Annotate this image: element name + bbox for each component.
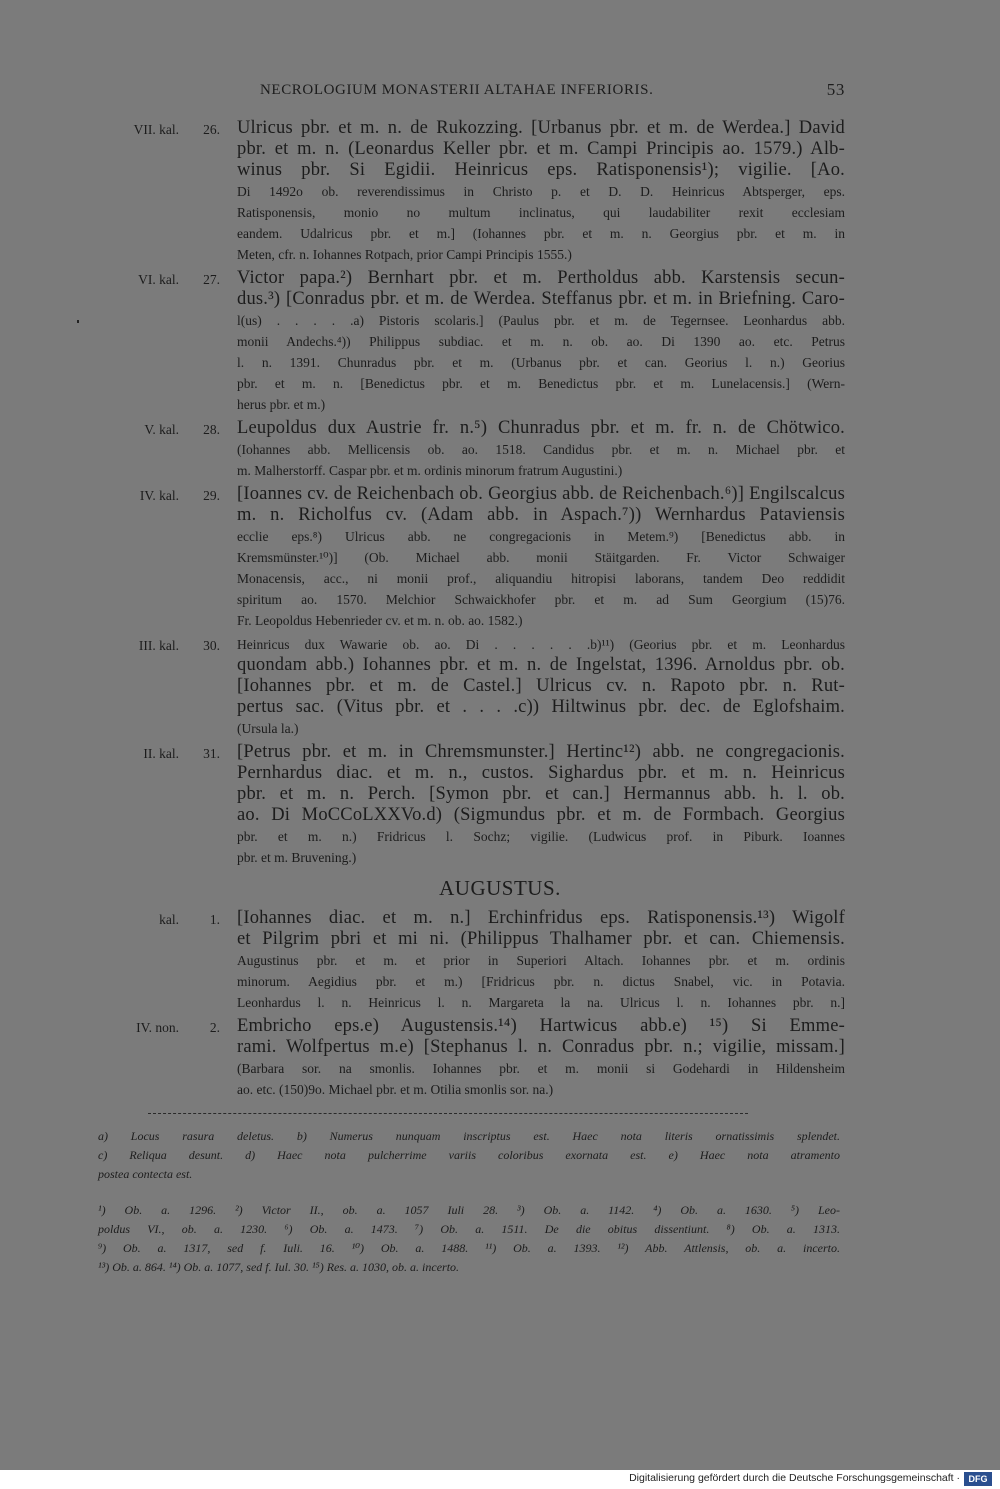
entry-text-line: [Petrus pbr. et m. in Chremsmunster.] Hertinc¹²) abb. ne congregacionis. bbox=[237, 742, 845, 762]
entry-text-line: Leupoldus dux Austrie fr. n.⁵) Chunradus pbr. et m. fr. n. de Chötwico. bbox=[237, 418, 845, 438]
calendar-entry bbox=[100, 268, 845, 415]
entry-text-line: Meten, cfr. n. Iohannes Rotpach, prior Campi Principis 1555.) bbox=[237, 247, 572, 262]
entry-date-number: 1. bbox=[209, 912, 220, 927]
entry-day: IV. kal. bbox=[139, 488, 179, 503]
calendar-entry bbox=[100, 908, 845, 1013]
entry-text-line: Kremsmünster.¹⁰)] (Ob. Michael abb. monii Stäitgarden. Fr. Victor Schwaiger bbox=[237, 550, 845, 565]
entry-text-line: minorum. Aegidius pbr. et m.) [Fridricus pbr. n. dictus Snabel, vic. in Potavia. bbox=[237, 974, 845, 989]
scan-speck bbox=[77, 320, 79, 323]
entry-day: III. kal. bbox=[138, 638, 179, 653]
entry-day: VII. kal. bbox=[133, 122, 179, 137]
calendar-entry bbox=[100, 418, 845, 481]
entry-text-line: Victor papa.²) Bernhart pbr. et m. Pertholdus abb. Karstensis secun- bbox=[237, 268, 845, 288]
calendar-entry bbox=[100, 742, 845, 868]
entry-text-line: pertus sac. (Vitus pbr. et . . . .c)) Hiltwinus pbr. dec. de Eglofshaim. bbox=[237, 697, 845, 717]
entry-text-line: rami. Wolfpertus m.e) [Stephanus l. n. Conradus pbr. n.; vigilie, missam.] bbox=[237, 1037, 845, 1057]
entry-text-line: Monacensis, acc., ni monii prof., aliquandiu hitropisi laborans, tandem Deo reddidit bbox=[237, 571, 845, 586]
entry-text-line: herus pbr. et m.) bbox=[237, 397, 326, 412]
footnotes bbox=[98, 1127, 840, 1277]
entry-text-line: eandem. Udalricus pbr. et m.] (Iohannes pbr. et m. n. Georgius pbr. et m. in bbox=[237, 226, 845, 241]
entry-text-line: Di 1492o ob. reverendissimus in Christo p. et D. D. Heinricus Abtsperger, eps. bbox=[237, 184, 845, 199]
calendar-entry bbox=[100, 484, 845, 631]
necrology-entries-july bbox=[100, 118, 845, 871]
month-heading: AUGUSTUS. bbox=[439, 876, 561, 900]
footnotes-letters bbox=[98, 1127, 840, 1184]
running-header bbox=[100, 80, 845, 104]
entry-date-number: 27. bbox=[203, 272, 220, 287]
entry-text-line: (Ursula la.) bbox=[237, 721, 299, 736]
entry-day: VI. kal. bbox=[138, 272, 179, 287]
entry-text-line: ao. etc. (150)9o. Michael pbr. et m. Otilia smonlis sor. na.) bbox=[237, 1082, 554, 1097]
footnote-line: poldus VI., ob. a. 1230. ⁶) Ob. a. 1473. ⁷) Ob. a. 1511. De die obitus dissentiunt. ⁸) Ob. a. 1313. bbox=[98, 1222, 840, 1236]
page-title: NECROLOGIUM MONASTERII ALTAHAE INFERIORIS. bbox=[260, 82, 654, 98]
footnote-line: ¹³) Ob. a. 864. ¹⁴) Ob. a. 1077, sed f. Iul. 30. ¹⁵) Res. a. 1030, ob. a. incerto. bbox=[98, 1260, 460, 1274]
entry-text-line: Ulricus pbr. et m. n. de Rukozzing. [Urbanus pbr. et m. de Werdea.] David bbox=[237, 118, 845, 138]
entry-text-line: pbr. et m. n. (Leonardus Keller pbr. et m. Campi Principis ao. 1579.) Alb- bbox=[237, 139, 845, 159]
entry-text-line: Embricho eps.e) Augustensis.¹⁴) Hartwicus abb.e) ¹⁵) Si Emme- bbox=[237, 1016, 845, 1036]
entry-text-line: [Iohannes pbr. et m. de Castel.] Ulricus cv. n. Rapoto pbr. n. Rut- bbox=[237, 676, 845, 696]
page-number: 53 bbox=[826, 80, 845, 99]
footnotes-numbers bbox=[98, 1201, 840, 1277]
footnote-line: ⁹) Ob. a. 1317, sed f. Iuli. 16. ¹⁰) Ob. a. 1488. ¹¹) Ob. a. 1393. ¹²) Abb. Attlensis, ob. a. incerto. bbox=[98, 1241, 840, 1255]
entry-date-number: 29. bbox=[203, 488, 220, 503]
footnote-line: ¹) Ob. a. 1296. ²) Victor II., ob. a. 1057 Iuli 28. ³) Ob. a. 1142. ⁴) Ob. a. 1630. ⁵) Leo- bbox=[98, 1203, 840, 1217]
entry-date-number: 28. bbox=[203, 422, 220, 437]
entry-text-line: Pernhardus diac. et m. n., custos. Sighardus pbr. et m. n. Heinricus bbox=[237, 763, 845, 783]
entry-text-line: pbr. et m. n.) Fridricus l. Sochz; vigilie. (Ludwicus prof. in Piburk. Ioannes bbox=[237, 829, 845, 844]
entry-text-line: (Iohannes abb. Mellicensis ob. ao. 1518. Candidus pbr. et m. n. Michael pbr. et bbox=[237, 442, 845, 457]
entry-text-line: m. Malherstorff. Caspar pbr. et m. ordinis minorum fratrum Augustini.) bbox=[237, 463, 623, 478]
entry-day: kal. bbox=[159, 912, 179, 927]
footnote-line: postea contecta est. bbox=[98, 1167, 193, 1181]
entry-text-line: l(us) . . . . .a) Pistoris scolaris.] (Paulus pbr. et m. de Tegernsee. Leonhardus abb. bbox=[237, 313, 845, 328]
entry-text-line: m. n. Richolfus cv. (Adam abb. in Aspach.⁷)) Wernhardus Pataviensis bbox=[237, 505, 845, 525]
entry-text-line: dus.³) [Conradus pbr. et m. de Werdea. Steffanus pbr. et m. in Briefning. Caro- bbox=[237, 289, 845, 309]
entry-text-line: pbr. et m. n. Perch. [Symon pbr. et can.] Hermannus abb. h. l. ob. bbox=[237, 784, 845, 804]
entry-text-line: Heinricus dux Wawarie ob. ao. Di . . . . . .b)¹¹) (Georius pbr. et m. Leonhardus bbox=[237, 637, 845, 652]
footer-bar bbox=[0, 1470, 1000, 1489]
entry-text-line: spiritum ao. 1570. Melchior Schwaickhofer pbr. et m. ad Sum Georgium (15)76. bbox=[237, 592, 845, 607]
entry-text-line: pbr. et m. Bruvening.) bbox=[237, 850, 357, 865]
calendar-entry bbox=[100, 634, 845, 739]
footnote-line: c) Reliqua desunt. d) Haec nota pulcherrime variis coloribus exornata est. e) Haec nota atramento bbox=[98, 1148, 840, 1162]
entry-text-line: Fr. Leopoldus Hebenrieder cv. et m. n. ob. ao. 1582.) bbox=[237, 613, 523, 628]
entry-text-line: Augustinus pbr. et m. et prior in Superiori Altach. Iohannes pbr. et m. ordinis bbox=[237, 953, 845, 968]
entry-text-line: ecclie eps.⁸) Ulricus abb. ne congregacionis in Metem.⁹) [Benedictus abb. in bbox=[237, 529, 845, 544]
entry-text-line: pbr. et m. n. [Benedictus pbr. et m. Benedictus pbr. et m. Lunelacensis.] (Wern- bbox=[237, 376, 845, 391]
dfg-logo: DFG bbox=[964, 1472, 992, 1486]
calendar-entry bbox=[100, 118, 845, 265]
funding-note: Digitalisierung gefördert durch die Deutsche Forschungsgemeinschaft · bbox=[629, 1472, 960, 1484]
entry-text-line: ao. Di MoCCoLXXVo.d) (Sigmundus pbr. et m. de Formbach. Georgius bbox=[237, 805, 845, 825]
entry-text-line: l. n. 1391. Chunradus pbr. et m. (Urbanus pbr. et can. Georius l. n.) Georius bbox=[237, 355, 845, 370]
entry-text-line: Ratisponensis, monio no multum inclinatus, qui laudabiliter rexit ecclesiam bbox=[237, 205, 845, 220]
entry-text-line: Leonhardus l. n. Heinricus l. n. Margareta la na. Ulricus l. n. Iohannes pbr. n.] bbox=[237, 995, 845, 1010]
entry-day: II. kal. bbox=[143, 746, 179, 761]
calendar-entry bbox=[100, 1016, 845, 1100]
necrology-entries-august bbox=[100, 908, 845, 1103]
entry-text-line: et Pilgrim pbri et mi ni. (Philippus Thalhamer pbr. et can. Chiemensis. bbox=[237, 929, 845, 949]
footnote-line: a) Locus rasura deletus. b) Numerus nunquam inscriptus est. Haec nota literis ornatissimis splendet. bbox=[98, 1129, 840, 1143]
entry-text-line: quondam abb.) Iohannes pbr. et m. n. de Ingelstat, 1396. Arnoldus pbr. ob. bbox=[237, 655, 845, 675]
entry-date-number: 31. bbox=[203, 746, 220, 761]
entry-date-number: 30. bbox=[203, 638, 220, 653]
entry-text-line: [Ioannes cv. de Reichenbach ob. Georgius abb. de Reichenbach.⁶)] Engilscalcus bbox=[237, 484, 845, 504]
entry-date-number: 26. bbox=[203, 122, 220, 137]
entry-text-line: (Barbara sor. na smonlis. Iohannes pbr. et m. monii si Godehardi in Hildensheim bbox=[237, 1061, 845, 1076]
entry-text-line: winus pbr. Si Egidii. Heinricus eps. Ratisponensis¹); vigilie. [Ao. bbox=[237, 160, 845, 180]
entry-text-line: monii Andechs.⁴)) Philippus subdiac. et m. n. ob. ao. Di 1390 ao. etc. Petrus bbox=[237, 334, 845, 349]
entry-date-number: 2. bbox=[209, 1020, 220, 1035]
entry-text-line: [Iohannes diac. et m. n.] Erchinfridus eps. Ratisponensis.¹³) Wigolf bbox=[237, 908, 845, 928]
entry-day: V. kal. bbox=[144, 422, 179, 437]
entry-day: IV. non. bbox=[136, 1020, 179, 1035]
footnote-divider bbox=[148, 1113, 748, 1114]
